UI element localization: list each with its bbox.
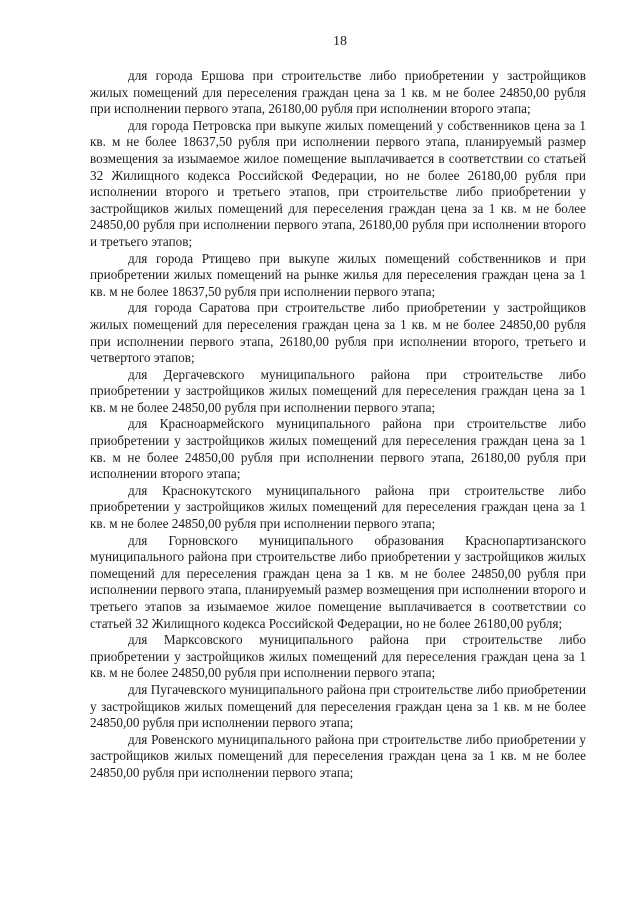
document-body [90,68,586,782]
paragraph-dergachevsky: для Дергачевского муниципального района при строительстве либо приобретении у застройщиков жилых помещений для переселения граждан цена за 1 кв. м не более 24850,00 рубля при исполнении первого этапа; [90,366,586,415]
paragraph-petrovsk: для города Петровска при выкупе жилых помещений у собственников цена за 1 кв. м не более 18637,50 рубля при исполнении первого этапа, планируемый размер возмещения за изымаемое жилое помещение выплачивается в соответствии со статьей 32 Жилищного кодекса Российской Федерации, но не более 26180,00 рубля при исполнении второго и третьего этапов, при строительстве либо приобретении у застройщиков жилых помещений для переселения граждан цена за 1 кв. м не более 24850,00 рубля при исполнении первого этапа, 26180,00 рубля при исполнении второго и третьего этапов; [90,117,586,249]
paragraph-krasnoarmeysky: для Красноармейского муниципального района при строительстве либо приобретении у застройщиков жилых помещений для переселения граждан цена за 1 кв. м не более 24850,00 рубля при исполнении первого этапа, 26180,00 рубля при исполнении второго этапа; [90,416,586,482]
page-number: 18 [333,34,347,49]
paragraph-marksovsky: для Марксовского муниципального района при строительстве либо приобретении у застройщиков жилых помещений для переселения граждан цена за 1 кв. м не более 24850,00 рубля при исполнении первого этапа; [90,632,586,681]
paragraph-rtishchevo: для города Ртищево при выкупе жилых помещений собственников и при приобретении жилых помещений на рынке жилья для переселения граждан цена за 1 кв. м не более 18637,50 рубля при исполнении первого этапа; [90,250,586,299]
paragraph-pugachevsky: для Пугачевского муниципального района при строительстве либо приобретении у застройщиков жилых помещений для переселения граждан цена за 1 кв. м не более 24850,00 рубля при исполнении первого этапа; [90,681,586,731]
paragraph-rovensky: для Ровенского муниципального района при строительстве либо приобретении у застройщиков жилых помещений для переселения граждан цена за 1 кв. м не более 24850,00 рубля при исполнении первого этапа; [90,731,586,780]
paragraph-saratov: для города Саратова при строительстве либо приобретении у застройщиков жилых помещений для переселения граждан цена за 1 кв. м не более 24850,00 рубля при исполнении первого этапа, 26180,00 рубля при исполнении второго, третьего и четвертого этапов; [90,300,586,366]
paragraph-ershov: для города Ершова при строительстве либо приобретении у застройщиков жилых помещений для переселения граждан цена за 1 кв. м не более 24850,00 рубля при исполнении первого этапа, 26180,00 рубля при исполнении второго этапа; [90,68,586,117]
paragraph-krasnokutsky: для Краснокутского муниципального района при строительстве либо приобретении у застройщиков жилых помещений для переселения граждан цена за 1 кв. м не более 24850,00 рубля при исполнении первого этапа; [90,482,586,532]
paragraph-gornovskoe: для Горновского муниципального образования Краснопартизанского муниципального района при строительстве либо приобретении у застройщиков жилых помещений для переселения граждан цена за 1 кв. м не более 24850,00 рубля при исполнении первого этапа, планируемый размер возмещения при исполнении второго и третьего этапов за изымаемое жилое помещение выплачивается в соответствии со статьей 32 Жилищного кодекса Российской Федерации, но не более 26180,00 рубля; [90,532,586,631]
